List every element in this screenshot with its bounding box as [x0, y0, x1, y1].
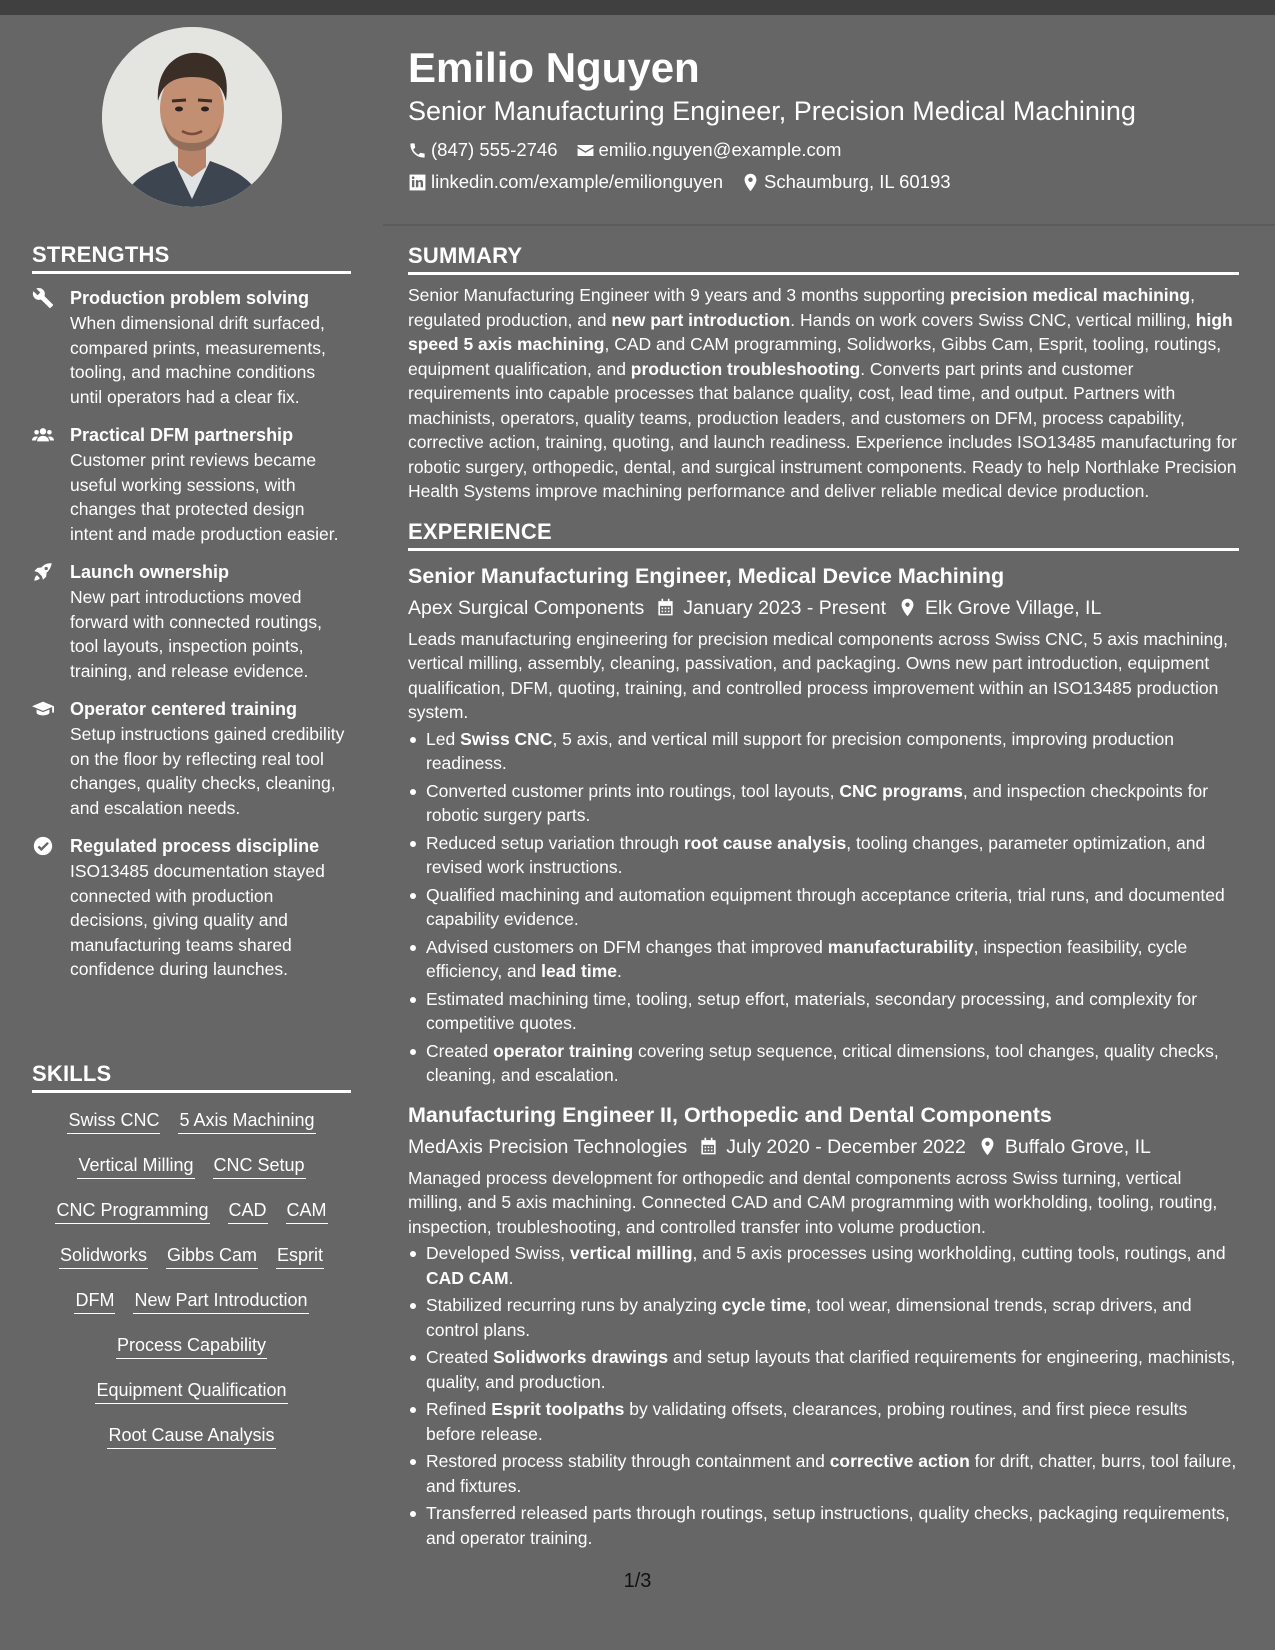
users-icon — [32, 423, 70, 546]
emphasis: Esprit toolpaths — [491, 1399, 625, 1419]
emphasis: Solidworks drawings — [493, 1347, 669, 1367]
skill-tag: Gibbs Cam — [166, 1242, 258, 1269]
list-item: Advised customers on DFM changes that improved manufacturability, inspection feasibility, cycle efficiency, and lead time. — [426, 935, 1239, 984]
calendar-icon — [699, 1137, 718, 1156]
emphasis: high speed 5 axis machining — [408, 309, 1233, 354]
skill-tag: CNC Setup — [213, 1152, 306, 1179]
strengths-section — [32, 242, 351, 982]
strength-title: Practical DFM partnership — [70, 425, 294, 445]
skill-tag: Vertical Milling — [77, 1152, 194, 1179]
list-item: Stabilized recurring runs by analyzing cycle time, tool wear, dimensional trends, scrap drivers, and control plans. — [426, 1293, 1239, 1342]
emphasis: precision medical machining — [949, 285, 1191, 305]
email-text: emilio.nguyen@example.com — [598, 139, 842, 160]
emphasis: CNC programs — [839, 780, 963, 801]
emphasis: vertical milling — [569, 1243, 693, 1263]
skill-tag: CNC Programming — [55, 1197, 209, 1224]
skill-tag: Root Cause Analysis — [107, 1422, 275, 1449]
list-item: Refined Esprit toolpaths by validating offsets, clearances, probing routines, and first piece results before release. — [426, 1397, 1239, 1446]
candidate-role: Senior Manufacturing Engineer, Precision Medical Machining — [408, 96, 1136, 126]
strength-text: ISO13485 documentation stayed connected with production decisions, giving quality and manufacturing teams shared confidence during launches. — [70, 861, 325, 979]
strength-item — [32, 697, 351, 820]
strength-title: Launch ownership — [70, 562, 230, 582]
strength-text: When dimensional drift surfaced, compared prints, measurements, tooling, and machine conditions until operators had a clear fix. — [70, 313, 326, 407]
map-pin-icon — [741, 173, 760, 192]
list-item: Converted customer prints into routings, tool layouts, CNC programs, and inspection checkpoints for robotic surgery parts. — [426, 779, 1239, 828]
strength-item — [32, 560, 351, 683]
emphasis: new part introduction — [611, 309, 791, 330]
list-item: Estimated machining time, tooling, setup effort, materials, secondary processing, and complexity for competitive quotes. — [426, 987, 1239, 1036]
job-description: Leads manufacturing engineering for precision medical components across Swiss CNC, 5 axis machining, vertical milling, assembly, cleaning, passivation, and packaging. Owns new part introduction, equipment qualification, DFM, quoting, training, and controlled process improvement within an ISO13485 production system. — [408, 628, 1228, 722]
job-description: Managed process development for orthopedic and dental components across Swiss turning, vertical milling, and 5 axis machining. Connected CAD and CAM programming with workholding, tooling, routing, inspection, troubleshooting, and controlled transfer into volume production. — [408, 1167, 1218, 1237]
list-item: Led Swiss CNC, 5 axis, and vertical mill support for precision components, improving production readiness. — [426, 727, 1239, 776]
emphasis: lead time — [541, 961, 617, 981]
graduation-cap-icon — [32, 697, 70, 820]
emphasis: Swiss CNC — [460, 728, 553, 749]
map-pin-icon — [898, 598, 917, 617]
list-item: Created Solidworks drawings and setup layouts that clarified requirements for engineering, machinists, quality, and production. — [426, 1345, 1239, 1394]
emphasis: corrective action — [829, 1451, 970, 1471]
skill-tag: Process Capability — [116, 1332, 267, 1359]
calendar-icon — [656, 598, 675, 617]
rocket-icon — [32, 560, 70, 683]
envelope-icon — [576, 141, 595, 160]
job-bullets — [408, 727, 1239, 1088]
strength-title: Regulated process discipline — [70, 836, 320, 856]
job-title: Manufacturing Engineer II, Orthopedic and Dental Components — [408, 1102, 1052, 1127]
list-item: Transferred released parts through routings, setup instructions, quality checks, packaging requirements, and operator training. — [426, 1501, 1239, 1550]
emphasis: production troubleshooting — [630, 358, 861, 379]
job-location: Elk Grove Village, IL — [925, 596, 1102, 619]
wrench-icon — [32, 286, 70, 409]
strength-title: Operator centered training — [70, 699, 298, 719]
job-entry — [408, 1100, 1239, 1551]
email-contact[interactable] — [576, 134, 842, 166]
job-entry — [408, 561, 1239, 1088]
skill-tag: New Part Introduction — [133, 1287, 308, 1314]
list-item: Created operator training covering setup sequence, critical dimensions, tool changes, quality checks, cleaning, and escalation. — [426, 1039, 1239, 1088]
header-divider — [383, 224, 1275, 226]
skills-section — [32, 1061, 351, 1467]
linkedin-text: linkedin.com/example/emilionguyen — [431, 171, 724, 192]
emphasis: operator training — [493, 1040, 634, 1061]
location-text: Schaumburg, IL 60193 — [764, 171, 951, 192]
top-bar — [0, 0, 1275, 15]
skill-tag: CAM — [286, 1197, 328, 1224]
strength-item — [32, 423, 351, 546]
skill-tag: Solidworks — [59, 1242, 148, 1269]
job-bullets — [408, 1241, 1239, 1550]
strength-title: Production problem solving — [70, 288, 310, 308]
check-circle-icon — [32, 834, 70, 982]
resume-header — [408, 42, 1238, 198]
skill-tag: Esprit — [276, 1242, 324, 1269]
profile-photo — [102, 27, 282, 207]
list-item: Qualified machining and automation equipment through acceptance criteria, trial runs, and documented capability evidence. — [426, 883, 1239, 932]
experience-heading: EXPERIENCE — [408, 519, 1239, 551]
skills-heading: SKILLS — [32, 1061, 351, 1093]
strength-item — [32, 834, 351, 982]
main-content — [408, 243, 1239, 1553]
page-number: 1/3 — [623, 1570, 652, 1592]
job-dates: July 2020 - December 2022 — [726, 1135, 966, 1158]
strength-text: Customer print reviews became useful working sessions, with changes that protected design intent and made production easier. — [70, 450, 339, 544]
job-company: MedAxis Precision Technologies — [408, 1135, 688, 1158]
phone-contact[interactable] — [408, 134, 558, 166]
strength-item — [32, 286, 351, 409]
linkedin-contact[interactable] — [408, 166, 723, 198]
list-item: Developed Swiss, vertical milling, and 5 axis processes using workholding, cutting tools, routings, and CAD CAM. — [426, 1241, 1239, 1290]
skill-tag: Equipment Qualification — [95, 1377, 287, 1404]
emphasis: cycle time — [721, 1295, 807, 1315]
skill-tag: DFM — [74, 1287, 115, 1314]
candidate-name: Emilio Nguyen — [408, 44, 700, 91]
emphasis: manufacturability — [827, 936, 974, 957]
strengths-heading: STRENGTHS — [32, 242, 351, 274]
linkedin-icon — [408, 173, 427, 192]
list-item: Restored process stability through containment and corrective action for drift, chatter, burrs, tool failure, and fixtures. — [426, 1449, 1239, 1498]
location-contact — [741, 166, 951, 198]
phone-icon — [408, 141, 427, 160]
job-dates: January 2023 - Present — [683, 596, 886, 619]
job-location: Buffalo Grove, IL — [1004, 1135, 1151, 1158]
phone-text: (847) 555-2746 — [431, 139, 558, 160]
list-item: Reduced setup variation through root cause analysis, tooling changes, parameter optimization, and revised work instructions. — [426, 831, 1239, 880]
skill-tag: CAD — [228, 1197, 268, 1224]
strength-text: Setup instructions gained credibility on the floor by reflecting real tool changes, quality checks, cleaning, and escalation needs. — [70, 724, 345, 818]
emphasis: root cause analysis — [683, 832, 847, 853]
summary-heading: SUMMARY — [408, 243, 1239, 275]
emphasis: CAD CAM — [426, 1267, 509, 1288]
skill-tag: 5 Axis Machining — [178, 1107, 315, 1134]
strength-text: New part introductions moved forward with connected routings, tool layouts, inspection points, training, and release evidence. — [70, 587, 322, 681]
job-title: Senior Manufacturing Engineer, Medical Device Machining — [408, 563, 1005, 588]
map-pin-icon — [978, 1137, 997, 1156]
job-company: Apex Surgical Components — [408, 596, 645, 619]
skill-tag: Swiss CNC — [67, 1107, 160, 1134]
summary-text: Senior Manufacturing Engineer with 9 years and 3 months supporting precision medical machining, regulated production, and new part introduction. Hands on work covers Swiss CNC, vertical milling, high speed 5 axis machining, CAD and CAM programming, Solidworks, Gibbs Cam, Esprit, tooling, routings, equipment qualification, and production troubleshooting. Converts part prints and customer requirements into capable processes that balance quality, cost, lead time, and output. Partners with machinists, operators, quality teams, production leaders, and customers on DFM, process capability, corrective action, training, quoting, and launch readiness. Experience includes ISO13485 manufacturing for robotic surgery, orthopedic, dental, and surgical instrument components. Ready to help Northlake Precision Health Systems improve machining performance and deliver reliable medical device production. — [408, 285, 1237, 501]
